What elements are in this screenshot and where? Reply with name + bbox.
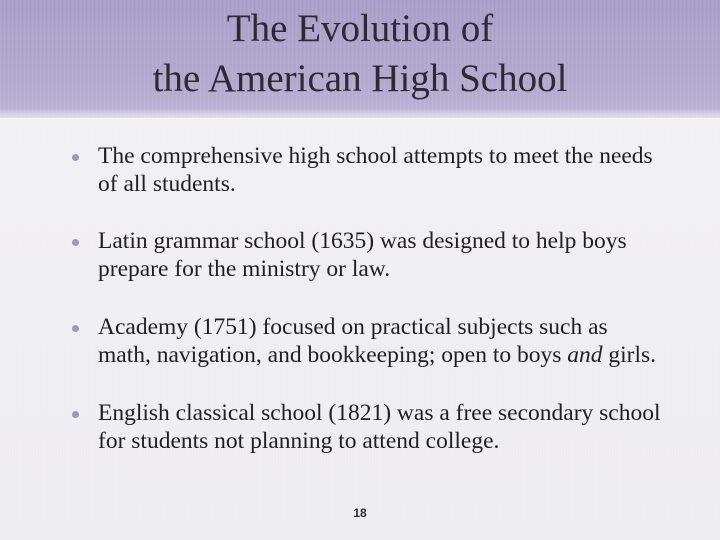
bullet-text-part: Academy (1751) focused on practical subjects such as math, navigation, and bookkeeping; open to boys — [98, 314, 608, 368]
bullet-item — [72, 227, 662, 283]
slide-title-line-2: the American High School — [152, 57, 568, 100]
slide-title-line-1: The Evolution of — [226, 7, 494, 50]
bullet-text: Latin grammar school (1635) was designed to help boys prepare for the ministry or law. — [98, 228, 627, 282]
bullet-dot-icon — [72, 411, 79, 418]
bullet-emphasis: and — [567, 342, 603, 368]
bullet-list — [72, 142, 662, 455]
bullet-item — [72, 313, 662, 369]
page-number: 18 — [353, 506, 367, 520]
slide-title — [0, 4, 720, 104]
bullet-dot-icon — [72, 154, 79, 161]
bullet-item — [72, 399, 662, 455]
bullet-dot-icon — [72, 239, 79, 246]
bullet-text: English classical school (1821) was a free secondary school for students not planning to attend college. — [98, 400, 661, 454]
bullet-text-part: girls. — [602, 342, 657, 368]
bullet-dot-icon — [72, 325, 79, 332]
bullet-text: The comprehensive high school attempts to meet the needs of all students. — [98, 143, 653, 197]
bullet-item — [72, 142, 662, 198]
title-band — [0, 0, 720, 118]
bullet-text — [98, 314, 656, 368]
